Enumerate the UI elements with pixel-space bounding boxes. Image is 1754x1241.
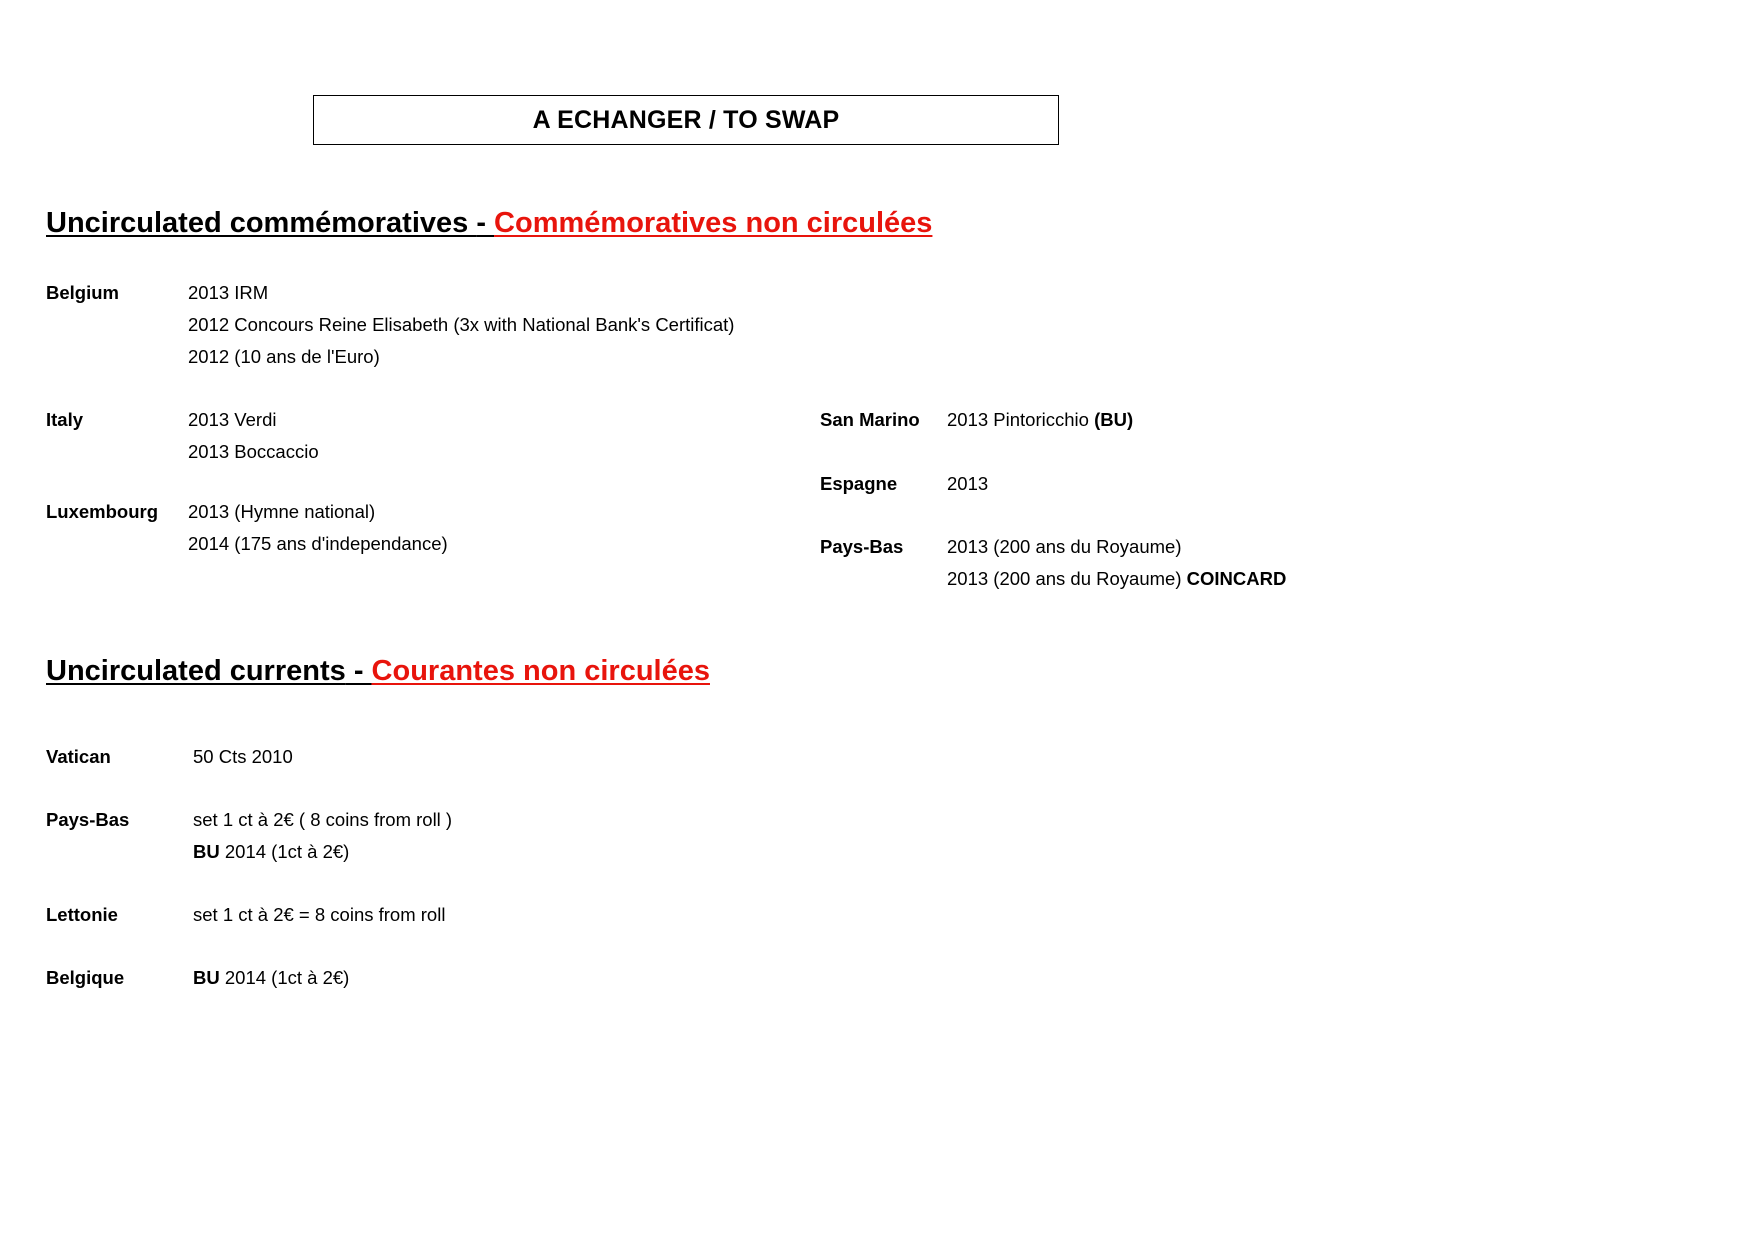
entry-line: 2013 Verdi (188, 409, 277, 430)
entry-line-text: 2013 Pintoricchio (947, 409, 1095, 430)
entry-line-text: 2014 (1ct à 2€) (219, 967, 350, 988)
section2-heading-red: Courantes non circulées (371, 655, 710, 687)
title-box (313, 95, 1059, 145)
section-heading-currents (46, 655, 710, 688)
section2-heading-separator: - (345, 655, 372, 687)
entry-line: 2012 (10 ans de l'Euro) (188, 346, 380, 367)
entry-label-espagne: Espagne (820, 473, 898, 494)
entry-label-lettonie: Lettonie (46, 904, 118, 925)
entry-label-pays-bas: Pays-Bas (820, 536, 904, 557)
section2-heading-black: Uncirculated currents (46, 655, 346, 687)
entry-line-emphasis: BU (193, 967, 220, 988)
entry-line: 2013 (Hymne national) (188, 501, 376, 522)
entry-lines-pays-bas (947, 531, 1286, 595)
entry-pays-bas-commemoratives (820, 531, 1286, 595)
section1-heading-red: Commémoratives non circulées (494, 207, 933, 239)
entry-label-belgique: Belgique (46, 967, 125, 988)
entry-italy (46, 404, 319, 468)
entry-lines-vatican (193, 741, 293, 773)
entry-line: 2014 (175 ans d'independance) (188, 533, 448, 554)
section1-heading-black: Uncirculated commémoratives (46, 207, 477, 239)
entry-line (947, 404, 1133, 436)
entry-line-text: 50 Cts 2010 (193, 746, 293, 767)
page-title: A ECHANGER / TO SWAP (532, 105, 840, 134)
entry-san-marino (820, 404, 1133, 436)
entry-line (193, 804, 452, 836)
entry-line (193, 741, 293, 773)
entry-label-belgium: Belgium (46, 282, 119, 303)
entry-line: 2013 IRM (188, 282, 269, 303)
section-heading-commemoratives (46, 207, 932, 240)
entry-luxembourg (46, 496, 448, 560)
entry-line (193, 836, 452, 868)
entry-line (193, 962, 349, 994)
entry-lines-lettonie (193, 899, 445, 931)
entry-line (947, 531, 1286, 563)
entry-label-vatican: Vatican (46, 746, 111, 767)
section1-heading-separator: - (476, 207, 495, 239)
entry-line-text: 2013 (200 ans du Royaume) (947, 568, 1187, 589)
entry-line-emphasis: (BU) (1094, 409, 1134, 430)
entry-lines-belgique (193, 962, 349, 994)
entry-label-luxembourg: Luxembourg (46, 501, 159, 522)
entry-belgique (46, 962, 349, 994)
entry-line: 2012 Concours Reine Elisabeth (3x with National Bank's Certificat) (188, 314, 735, 335)
entry-espagne (820, 468, 988, 500)
entry-line-emphasis: COINCARD (1186, 568, 1287, 589)
entry-line: 2013 Boccaccio (188, 441, 319, 462)
entry-belgium (46, 277, 734, 373)
entry-lines-pays-bas-currents (193, 804, 452, 868)
entry-lines-espagne (947, 468, 988, 500)
entry-label-italy: Italy (46, 409, 84, 430)
entry-line-text: set 1 ct à 2€ = 8 coins from roll (193, 904, 446, 925)
entry-label-pays-bas-currents: Pays-Bas (46, 809, 130, 830)
entry-line (193, 899, 445, 931)
entry-line-emphasis: BU (193, 841, 220, 862)
entry-pays-bas-currents (46, 804, 452, 868)
entry-lines-luxembourg (188, 496, 448, 560)
entry-lettonie (46, 899, 445, 931)
entry-line-text: 2014 (1ct à 2€) (219, 841, 350, 862)
entry-line (947, 468, 988, 500)
entry-lines-san-marino (947, 404, 1133, 436)
entry-lines-belgium (188, 277, 734, 373)
entry-label-san-marino: San Marino (820, 409, 920, 430)
entry-line-text: 2013 (947, 473, 989, 494)
entry-line (947, 563, 1286, 595)
entry-lines-italy (188, 404, 319, 468)
entry-line-text: set 1 ct à 2€ ( 8 coins from roll ) (193, 809, 453, 830)
entry-vatican (46, 741, 293, 773)
entry-line-text: 2013 (200 ans du Royaume) (947, 536, 1182, 557)
